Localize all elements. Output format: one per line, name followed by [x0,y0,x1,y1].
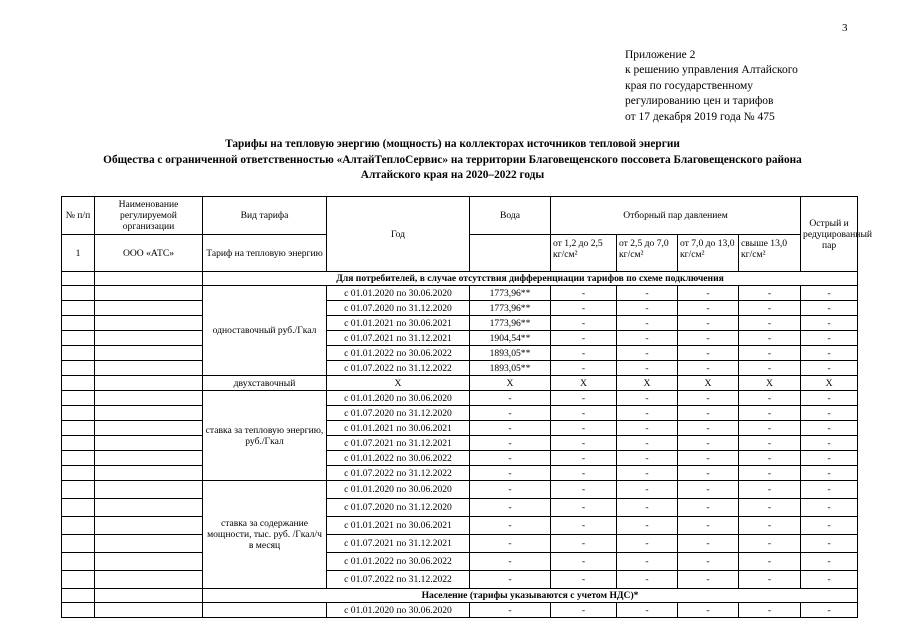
value-dash: - [617,286,678,301]
appendix-line: регулированию цен и тарифов [625,95,774,108]
value-dash: - [801,436,858,451]
value-dash: - [678,517,739,535]
empty-org-cell [95,361,203,376]
period-cell: с 01.07.2020 по 31.12.2020 [327,301,470,316]
water-value: 1773,96** [470,286,551,301]
table-row [62,331,858,346]
value-dash: - [617,466,678,481]
water-value: 1773,96** [470,301,551,316]
value-dash: - [801,331,858,346]
table-row [62,286,858,301]
empty-num-cell [62,301,95,316]
value-dash: - [678,451,739,466]
period-cell: с 01.07.2021 по 31.12.2021 [327,436,470,451]
value-dash: - [801,316,858,331]
table-row [62,589,858,603]
header-tariff-kind: Вид тарифа [203,197,327,235]
value-dash: - [678,391,739,406]
value-dash: - [739,316,801,331]
band-cell-num [62,272,95,286]
empty-org-cell [95,553,203,571]
header-pressure-2: от 2,5 до 7,0 кг/см² [617,235,678,272]
value-dash: - [617,346,678,361]
value-dash: - [551,316,617,331]
value-dash: - [739,301,801,316]
value-dash: - [678,346,739,361]
table-row [62,406,858,421]
period-cell: с 01.01.2022 по 30.06.2022 [327,346,470,361]
value-dash: - [801,391,858,406]
value-dash: - [739,361,801,376]
empty-num-cell [62,331,95,346]
table-row [62,421,858,436]
value-dash: - [678,499,739,517]
empty-num-cell [62,421,95,436]
value-dash: - [551,553,617,571]
value-dash: - [551,301,617,316]
water-value: - [470,421,551,436]
value-dash: - [551,361,617,376]
value-dash: - [617,553,678,571]
value-dash: - [551,331,617,346]
period-cell: с 01.01.2020 по 30.06.2020 [327,391,470,406]
table-row [62,301,858,316]
band-cell-num [62,589,95,603]
value-dash: - [801,571,858,589]
value-dash: - [551,406,617,421]
title-line: Общества с ограниченной ответственностью «АлтайТеплоСервис» на территории Благовещенского поссовета Благовещенского района [103,153,802,166]
table-row [62,376,858,391]
value-dash: - [739,535,801,553]
value-dash: - [678,331,739,346]
empty-org-cell [95,466,203,481]
empty-num-cell [62,499,95,517]
table-row [62,316,858,331]
empty-num-cell [62,451,95,466]
value-dash: - [739,603,801,618]
value-dash: - [617,316,678,331]
table-row [62,361,858,376]
period-cell: с 01.01.2021 по 30.06.2021 [327,517,470,535]
period-cell: с 01.07.2022 по 31.12.2022 [327,571,470,589]
document-title [0,137,905,184]
period-cell: с 01.07.2021 по 31.12.2021 [327,331,470,346]
header-water-blank [470,235,551,272]
empty-org-cell [95,499,203,517]
period-cell: с 01.01.2020 по 30.06.2020 [327,481,470,499]
table-row [62,553,858,571]
value-dash: - [801,286,858,301]
empty-org-cell [95,451,203,466]
empty-num-cell [62,535,95,553]
water-value: 1904,54** [470,331,551,346]
water-value: - [470,451,551,466]
empty-num-cell [62,316,95,331]
empty-org-cell [95,406,203,421]
period-cell: с 01.01.2021 по 30.06.2021 [327,316,470,331]
value-dash: - [678,361,739,376]
period-cell: с 01.01.2021 по 30.06.2021 [327,421,470,436]
empty-org-cell [95,301,203,316]
empty-org-cell [95,346,203,361]
value-dash: - [617,451,678,466]
value-dash: - [678,436,739,451]
empty-num-cell [62,286,95,301]
row1-org: ООО «АТС» [95,235,203,272]
band-cell-org [95,589,203,603]
value-dash: - [617,421,678,436]
value-dash: - [617,603,678,618]
table-row [62,535,858,553]
row1-kind: Тариф на тепловую энергию [203,235,327,272]
x-mark: X [551,376,617,391]
value-dash: - [551,451,617,466]
header-pressure-1: от 1,2 до 2,5 кг/см² [551,235,617,272]
period-cell: с 01.01.2022 по 30.06.2022 [327,451,470,466]
empty-org-cell [95,436,203,451]
value-dash: - [551,346,617,361]
value-dash: - [617,331,678,346]
value-dash: - [801,553,858,571]
empty-org-cell [95,603,203,618]
value-dash: - [801,301,858,316]
value-dash: - [551,481,617,499]
appendix-note [625,48,798,125]
period-cell: с 01.07.2020 по 31.12.2020 [327,499,470,517]
appendix-line: края по государственному [625,79,753,92]
value-dash: - [678,553,739,571]
header-sharp-steam: Острый и редуцированный пар [801,197,858,272]
value-dash: - [551,571,617,589]
table-row [62,481,858,499]
period-cell: с 01.01.2020 по 30.06.2020 [327,603,470,618]
header-water: Вода [470,197,551,235]
value-dash: - [617,571,678,589]
value-dash: - [739,406,801,421]
value-dash: - [551,286,617,301]
value-dash: - [739,466,801,481]
table-row [62,391,858,406]
empty-num-cell [62,553,95,571]
tariff-table [61,196,873,618]
title-line: Алтайского края на 2020–2022 годы [360,169,545,182]
empty-num-cell [62,517,95,535]
water-value: - [470,517,551,535]
period-cell: с 01.07.2020 по 31.12.2020 [327,406,470,421]
band-consumers: Для потребителей, в случае отсутствия дифференциации тарифов по схеме подключения [203,272,858,286]
table-row [62,499,858,517]
value-dash: - [678,316,739,331]
period-cell: с 01.01.2022 по 30.06.2022 [327,553,470,571]
value-dash: - [739,346,801,361]
appendix-line: Приложение 2 [625,49,696,61]
value-dash: - [470,603,551,618]
value-dash: - [739,286,801,301]
water-value: - [470,535,551,553]
water-value: - [470,481,551,499]
value-dash: - [678,571,739,589]
empty-num-cell [62,436,95,451]
empty-org-cell [95,376,203,391]
water-value: - [470,499,551,517]
water-value: - [470,391,551,406]
water-value: - [470,571,551,589]
empty-org-cell [95,517,203,535]
empty-num-cell [62,346,95,361]
value-dash: - [678,286,739,301]
value-dash: - [739,553,801,571]
empty-num-cell [62,603,95,618]
value-dash: - [739,451,801,466]
value-dash: - [801,535,858,553]
value-dash: - [551,499,617,517]
header-year: Год [327,197,470,272]
period-cell: с 01.07.2022 по 31.12.2022 [327,361,470,376]
water-value: 1893,05** [470,361,551,376]
value-dash: - [739,481,801,499]
value-dash: - [739,517,801,535]
group-two-part: двухставочный [203,376,327,391]
value-dash: - [678,535,739,553]
value-dash: - [801,499,858,517]
value-dash: - [551,603,617,618]
group-energy-rate: ставка за тепловую энергию, руб./Гкал [203,391,327,481]
appendix-line: от 17 декабря 2019 года № 475 [625,110,775,123]
x-mark: X [801,376,858,391]
table-row [62,517,858,535]
water-value: - [470,436,551,451]
value-dash: - [801,451,858,466]
x-mark: X [327,376,470,391]
empty-org-cell [95,421,203,436]
value-dash: - [617,436,678,451]
value-dash: - [739,391,801,406]
value-dash: - [801,406,858,421]
x-mark: X [678,376,739,391]
value-dash: - [678,301,739,316]
period-cell: с 01.07.2021 по 31.12.2021 [327,535,470,553]
empty-org-cell [95,535,203,553]
value-dash: - [801,517,858,535]
empty-num-cell [62,571,95,589]
value-dash: - [678,466,739,481]
water-value: 1893,05** [470,346,551,361]
value-dash: - [617,517,678,535]
period-cell: с 01.01.2020 по 30.06.2020 [327,286,470,301]
value-dash: - [739,571,801,589]
value-dash: - [678,421,739,436]
band-cell-org [95,272,203,286]
title-line: Тарифы на тепловую энергию (мощность) на коллекторах источников тепловой энергии [225,138,680,150]
header-org: Наименование регулируемой организации [95,197,203,235]
value-dash: - [801,361,858,376]
empty-org-cell [95,391,203,406]
value-dash: - [739,421,801,436]
value-dash: - [551,391,617,406]
header-pressure-3: от 7,0 до 13,0 кг/см² [678,235,739,272]
x-mark: X [739,376,801,391]
header-pressure-4: свыше 13,0 кг/см² [739,235,801,272]
table-row [62,603,858,618]
table-row [62,451,858,466]
value-dash: - [678,481,739,499]
empty-org-cell [95,286,203,301]
empty-num-cell [62,391,95,406]
value-dash: - [739,436,801,451]
value-dash: - [678,406,739,421]
group-capacity-rate: ставка за содержание мощности, тыс. руб. /Гкал/ч в месяц [203,481,327,589]
table-row [62,571,858,589]
value-dash: - [551,436,617,451]
empty-num-cell [62,466,95,481]
x-mark: X [617,376,678,391]
value-dash: - [617,499,678,517]
water-value: - [470,553,551,571]
value-dash: - [617,361,678,376]
appendix-line: к решению управления Алтайского [625,64,798,77]
value-dash: - [801,603,858,618]
value-dash: - [739,499,801,517]
empty-org-cell [95,481,203,499]
empty-org-cell [95,316,203,331]
band-population: Население (тарифы указываются с учетом НДС)* [203,589,858,603]
value-dash: - [617,391,678,406]
header-num: № п/п [62,197,95,235]
value-dash: - [551,535,617,553]
empty-kind-cell [203,603,327,618]
empty-num-cell [62,376,95,391]
value-dash: - [801,346,858,361]
value-dash: - [739,331,801,346]
header-steam: Отборный пар давлением [551,197,801,235]
table-row [62,346,858,361]
value-dash: - [617,535,678,553]
table-row [62,436,858,451]
empty-num-cell [62,406,95,421]
value-dash: - [617,481,678,499]
value-dash: - [551,421,617,436]
page-number: 3 [842,22,848,34]
table-row [62,466,858,481]
value-dash: - [678,603,739,618]
water-value: - [470,406,551,421]
period-cell: с 01.07.2022 по 31.12.2022 [327,466,470,481]
value-dash: - [617,406,678,421]
empty-org-cell [95,571,203,589]
empty-org-cell [95,331,203,346]
value-dash: - [551,517,617,535]
water-value: - [470,466,551,481]
group-one-part: одноставочный руб./Гкал [203,286,327,376]
water-value: 1773,96** [470,316,551,331]
value-dash: - [617,301,678,316]
empty-num-cell [62,481,95,499]
value-dash: - [551,466,617,481]
row1-num: 1 [62,235,95,272]
empty-num-cell [62,361,95,376]
x-mark: X [470,376,551,391]
value-dash: - [801,481,858,499]
value-dash: - [801,466,858,481]
value-dash: - [801,421,858,436]
